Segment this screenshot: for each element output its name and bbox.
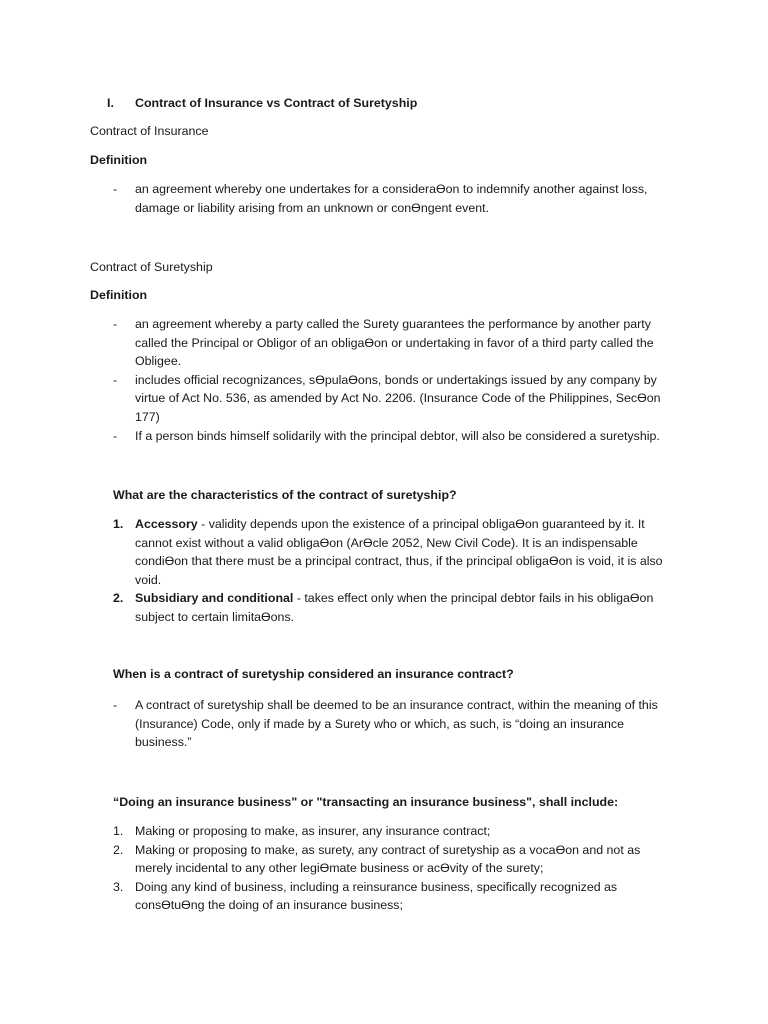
dash-marker: - [113, 428, 118, 443]
definition-line: If a person binds himself solidarily with the principal debtor, will also be considered a suretyship. [135, 428, 660, 443]
answer-line: business.” [135, 735, 192, 750]
characteristic-line: condiƟon that there must be a principal contract, thus, if the principal obligaƟon is void, it is also [135, 554, 663, 569]
number-marker: 2. [113, 842, 124, 857]
characteristic-line: cannot exist without a valid obligaƟon (ArƟcle 2052, New Civil Code). It is an indispensable [135, 535, 638, 550]
characteristics-question: What are the characteristics of the contract of suretyship? [113, 488, 457, 502]
number-marker: 1. [113, 517, 124, 531]
characteristic-term: Subsidiary and conditional [135, 591, 294, 606]
definition-line: damage or liability arising from an unknown or conƟngent event. [135, 200, 490, 215]
characteristics-list [0, 515, 768, 627]
definition-line: includes official recognizances, sƟpulaƟons, bonds or undertakings issued by any company by [135, 372, 657, 387]
characteristic-text: - takes effect only when the principal debtor fails in his obligaƟon [293, 591, 654, 606]
number-marker: 1. [113, 824, 124, 838]
list-item [0, 589, 768, 626]
characteristic-line: subject to certain limitaƟons. [135, 609, 295, 624]
list-item [0, 822, 768, 841]
list-item [0, 841, 768, 878]
insurance-definition-list [0, 180, 768, 217]
section-number: I. [107, 96, 114, 110]
business-line: merely incidental to any other legiƟmate business or acƟvity of the surety; [135, 861, 544, 876]
business-line: consƟtuƟng the doing of an insurance business; [135, 898, 403, 913]
definition-line: 177) [135, 409, 160, 424]
insurance-contract-list [0, 696, 768, 752]
answer-line: (Insurance) Code, only if made by a Surety who or which, as such, is “doing an insurance [135, 716, 624, 731]
suretyship-definition-list [0, 315, 768, 445]
insurance-definition-label: Definition [90, 153, 148, 167]
list-item [0, 315, 768, 371]
doing-business-list [0, 822, 768, 915]
business-line: Making or proposing to make, as insurer, any insurance contract; [135, 824, 491, 838]
dash-marker: - [113, 317, 118, 331]
list-item [0, 371, 768, 427]
list-item [0, 515, 768, 589]
definition-line: called the Principal or Obligor of an obligaƟon or undertaking in favor of a third party called the [135, 335, 654, 350]
definition-line: an agreement whereby one undertakes for a consideraƟon to indemnify another against loss, [135, 182, 648, 196]
number-marker: 2. [113, 591, 124, 606]
number-marker: 3. [113, 879, 124, 894]
suretyship-heading: Contract of Suretyship [90, 260, 213, 274]
answer-line: A contract of suretyship shall be deemed to be an insurance contract, within the meaning of this [135, 698, 658, 712]
list-item [0, 427, 768, 446]
dash-marker: - [113, 182, 118, 196]
doing-business-heading: “Doing an insurance business" or "transacting an insurance business", shall include: [113, 795, 619, 809]
definition-line: an agreement whereby a party called the Surety guarantees the performance by another party [135, 317, 651, 331]
list-item [0, 180, 768, 217]
characteristic-text: - validity depends upon the existence of a principal obligaƟon guaranteed by it. It [197, 517, 645, 531]
list-item [0, 696, 768, 752]
dash-marker: - [113, 698, 118, 712]
insurance-contract-question: When is a contract of suretyship considered an insurance contract? [113, 667, 514, 681]
definition-line: Obligee. [135, 354, 182, 369]
characteristic-line: void. [135, 572, 162, 587]
section-title: Contract of Insurance vs Contract of Suretyship [135, 96, 418, 110]
definition-line: virtue of Act No. 536, as amended by Act No. 2206. (Insurance Code of the Philippines, SecƟon [135, 391, 661, 406]
list-item [0, 878, 768, 915]
characteristic-term: Accessory [135, 517, 198, 531]
business-line: Making or proposing to make, as surety, any contract of suretyship as a vocaƟon and not as [135, 842, 641, 857]
dash-marker: - [113, 372, 118, 387]
business-line: Doing any kind of business, including a reinsurance business, specifically recognized as [135, 879, 618, 894]
insurance-heading: Contract of Insurance [90, 124, 209, 138]
suretyship-definition-label: Definition [90, 288, 148, 302]
